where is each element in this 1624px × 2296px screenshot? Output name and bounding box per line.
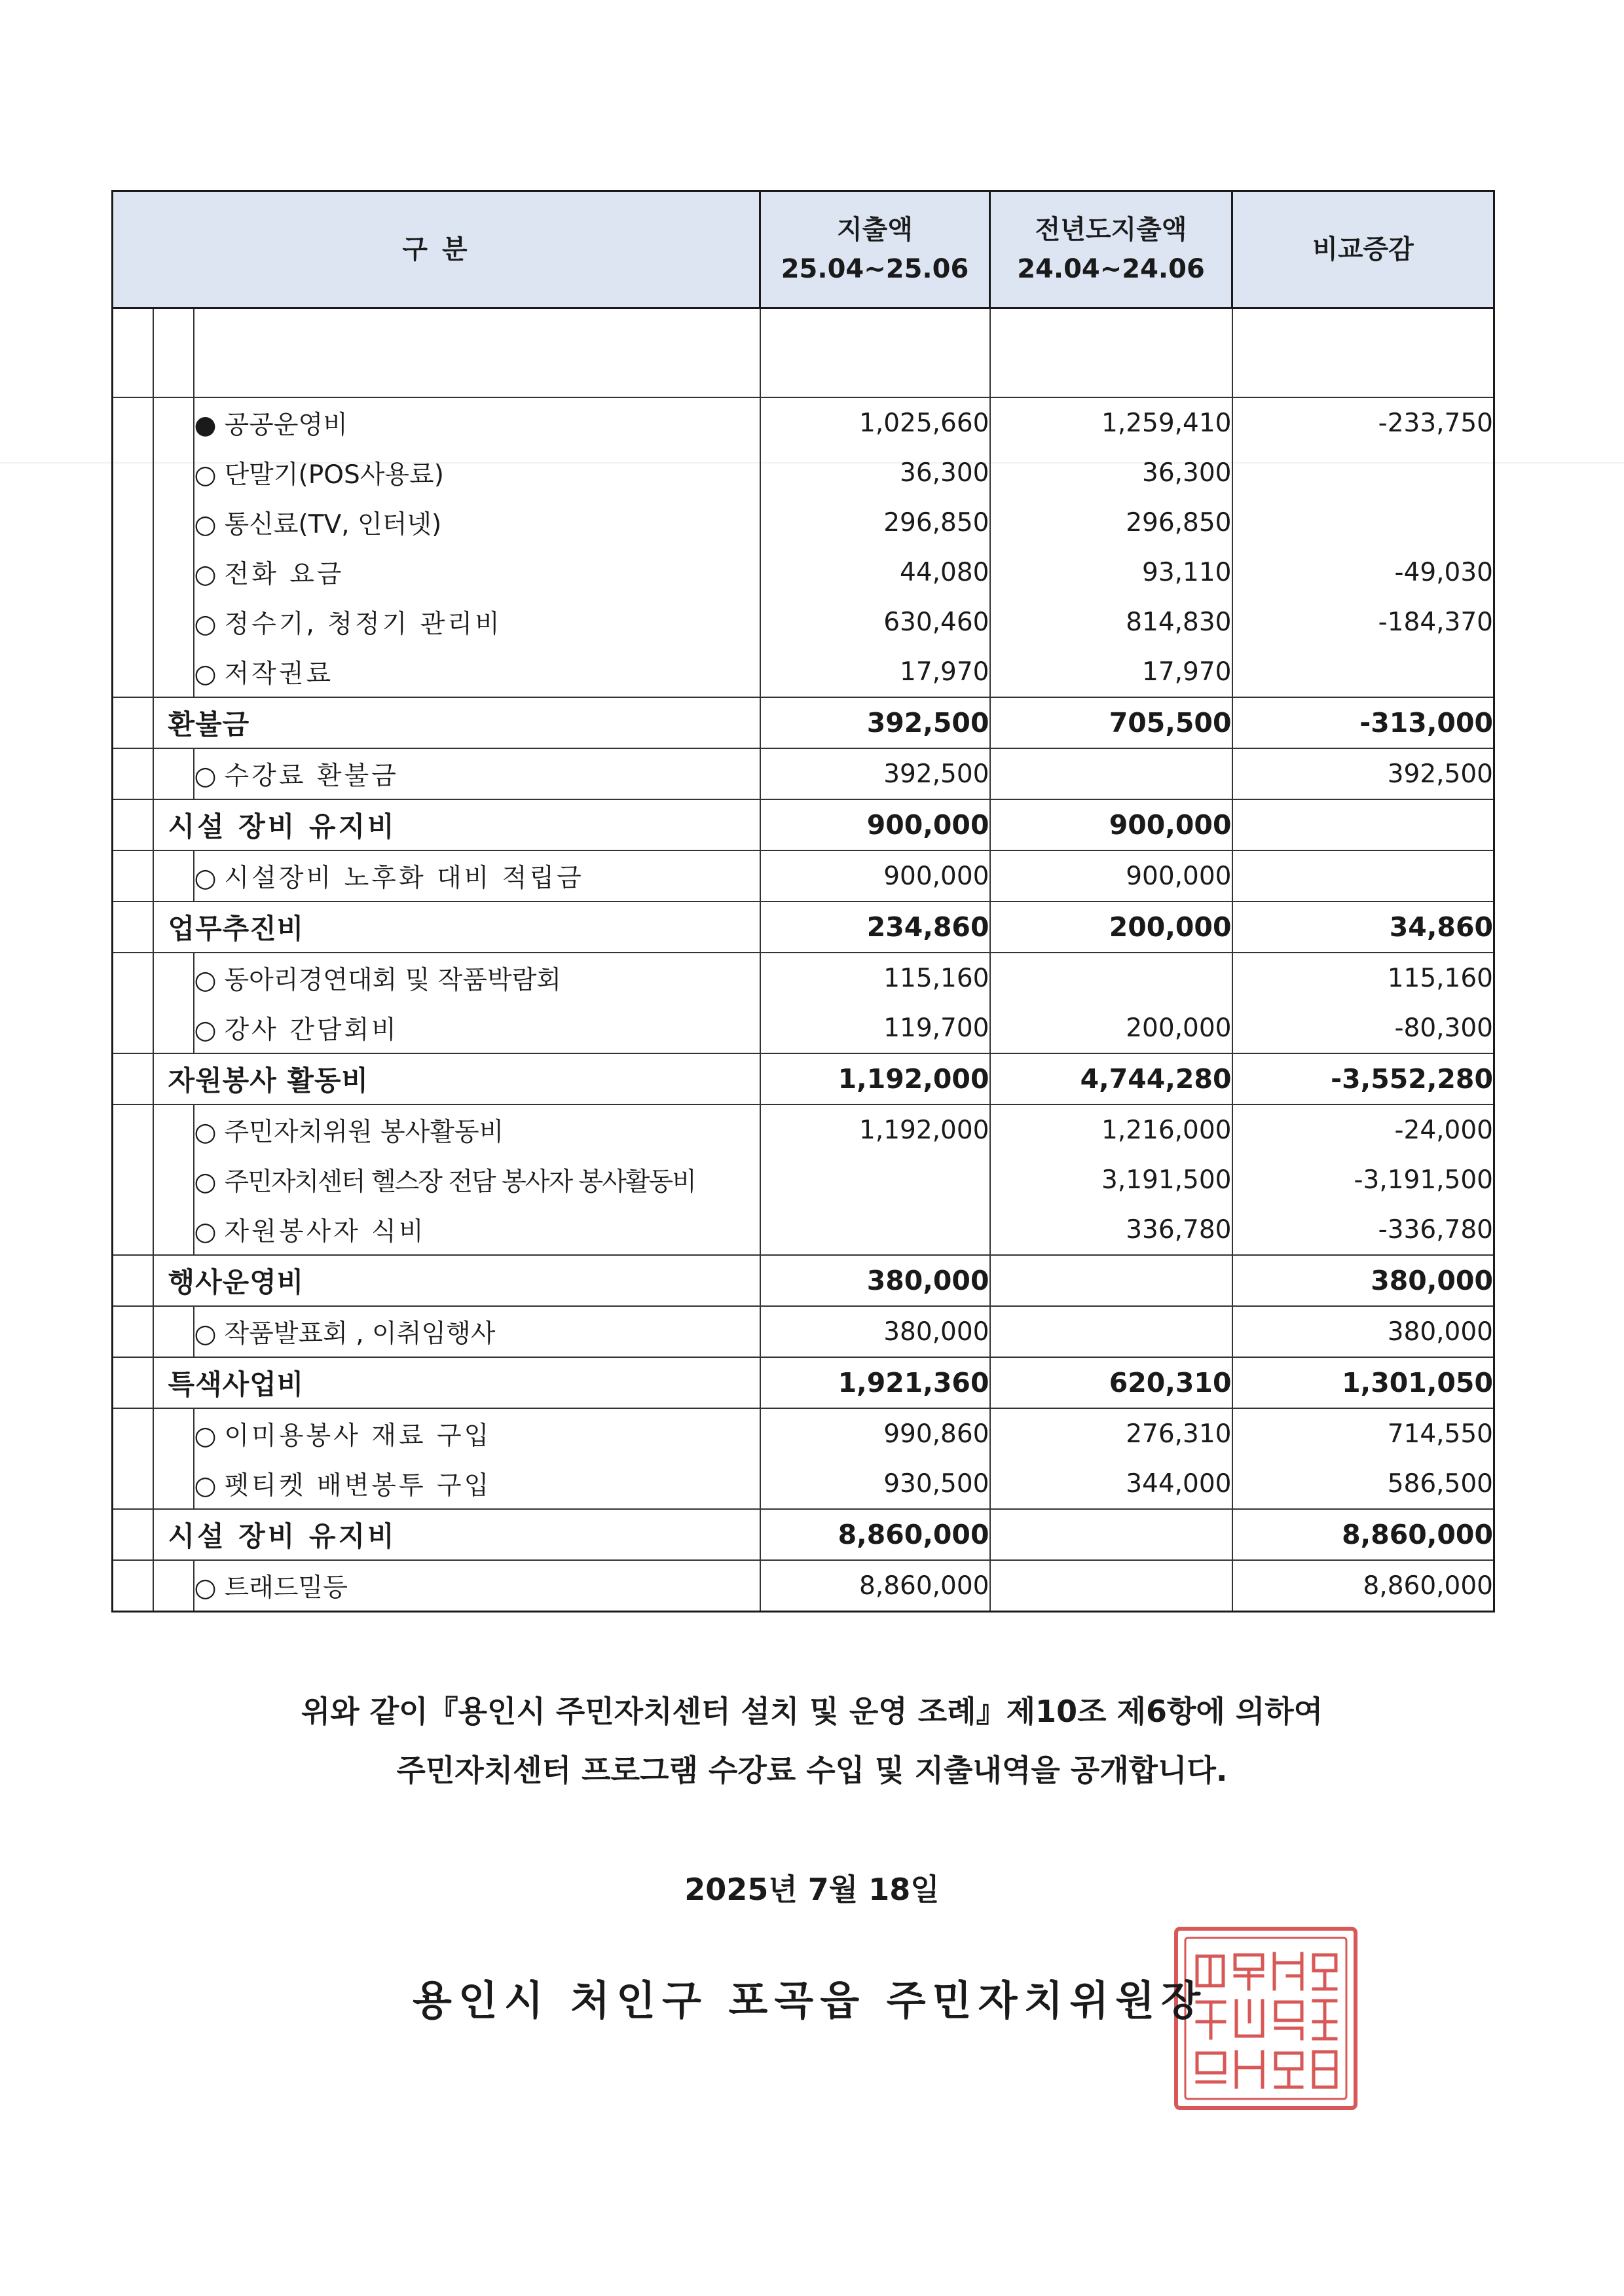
circle-bullet-icon: ○ <box>194 1015 217 1045</box>
diff-cell: -336,780 <box>1232 1205 1494 1255</box>
prev-amount-cell: 200,000 <box>990 1003 1232 1053</box>
diff-cell: -233,750 <box>1232 397 1494 448</box>
circle-bullet-icon: ○ <box>194 610 217 639</box>
item-label: 저작권료 <box>224 659 334 689</box>
amount-cell: 1,025,660 <box>760 397 990 448</box>
category-label: 행사운영비 <box>153 1255 760 1306</box>
table-row-category <box>113 697 1494 748</box>
amount-cell: 392,500 <box>760 697 990 748</box>
prev-amount-cell: 296,850 <box>990 498 1232 547</box>
circle-bullet-icon: ○ <box>194 1421 217 1451</box>
table-row-item <box>113 850 1494 902</box>
category-label: 환불금 <box>153 697 760 748</box>
circle-bullet-icon: ○ <box>194 1573 217 1603</box>
diff-cell: 1,301,050 <box>1232 1357 1494 1408</box>
item-label: 단말기(POS사용료) <box>224 460 444 490</box>
header-diff: 비교증감 <box>1232 191 1494 308</box>
amount-cell: 630,460 <box>760 597 990 647</box>
diff-cell: -24,000 <box>1232 1104 1494 1155</box>
diff-cell <box>1232 498 1494 547</box>
table-row-item <box>113 498 1494 547</box>
prev-amount-cell: 814,830 <box>990 597 1232 647</box>
prev-amount-cell: 93,110 <box>990 547 1232 597</box>
circle-bullet-icon: ○ <box>194 659 217 689</box>
amount-cell: 900,000 <box>760 799 990 850</box>
diff-cell: 8,860,000 <box>1232 1560 1494 1612</box>
prev-amount-cell: 36,300 <box>990 448 1232 498</box>
category-label: 자원봉사 활동비 <box>153 1053 760 1104</box>
circle-bullet-icon: ○ <box>194 1319 217 1349</box>
amount-cell: 1,921,360 <box>760 1357 990 1408</box>
amount-cell: 8,860,000 <box>760 1560 990 1612</box>
diff-cell <box>1232 799 1494 850</box>
table-row-item <box>113 397 1494 448</box>
item-label: 자원봉사자 식비 <box>224 1217 426 1247</box>
item-label: 정수기, 청정기 관리비 <box>224 610 502 639</box>
prev-amount-cell: 620,310 <box>990 1357 1232 1408</box>
item-label: 트래드밀등 <box>224 1573 348 1603</box>
amount-cell: 392,500 <box>760 748 990 799</box>
table-row-item <box>113 448 1494 498</box>
table-row-item <box>113 953 1494 1003</box>
category-label: 시설 장비 유지비 <box>153 1509 760 1560</box>
item-label: 공공운영비 <box>224 410 348 440</box>
header-amount: 지출액 25.04~25.06 <box>760 191 990 308</box>
amount-cell: 17,970 <box>760 647 990 697</box>
table-row-category <box>113 1255 1494 1306</box>
prev-amount-cell <box>990 1306 1232 1357</box>
item-label: 주민자치위원 봉사활동비 <box>224 1118 504 1147</box>
prev-amount-cell <box>990 1255 1232 1306</box>
prev-amount-cell: 1,259,410 <box>990 397 1232 448</box>
table-row-item <box>113 1408 1494 1459</box>
item-label: 펫티켓 배변봉투 구입 <box>224 1471 492 1501</box>
amount-cell: 900,000 <box>760 850 990 902</box>
prev-amount-cell <box>990 748 1232 799</box>
diff-cell: 8,860,000 <box>1232 1509 1494 1560</box>
item-label: 통신료(TV, 인터넷) <box>224 510 442 539</box>
circle-bullet-icon: ○ <box>194 560 217 589</box>
diff-cell: -184,370 <box>1232 597 1494 647</box>
amount-cell: 380,000 <box>760 1255 990 1306</box>
amount-cell: 44,080 <box>760 547 990 597</box>
prev-amount-cell: 276,310 <box>990 1408 1232 1459</box>
amount-cell: 1,192,000 <box>760 1104 990 1155</box>
table-row-category <box>113 1509 1494 1560</box>
diff-cell: 34,860 <box>1232 902 1494 953</box>
table-row-blank <box>113 308 1494 398</box>
amount-cell: 8,860,000 <box>760 1509 990 1560</box>
circle-bullet-icon: ○ <box>194 1167 215 1197</box>
prev-amount-cell: 1,216,000 <box>990 1104 1232 1155</box>
amount-cell: 990,860 <box>760 1408 990 1459</box>
amount-cell: 234,860 <box>760 902 990 953</box>
document-date: 2025년 7월 18일 <box>684 1872 940 1907</box>
table-row-item <box>113 647 1494 697</box>
category-label: 특색사업비 <box>153 1357 760 1408</box>
amount-cell: 119,700 <box>760 1003 990 1053</box>
diff-cell: -3,552,280 <box>1232 1053 1494 1104</box>
diff-cell <box>1232 448 1494 498</box>
diff-cell: -49,030 <box>1232 547 1494 597</box>
item-label: 이미용봉사 재료 구입 <box>224 1421 492 1451</box>
amount-cell: 115,160 <box>760 953 990 1003</box>
diff-cell: -3,191,500 <box>1232 1155 1494 1205</box>
header-category: 구 분 <box>113 191 760 308</box>
prev-amount-cell: 344,000 <box>990 1459 1232 1509</box>
item-label: 강사 간담회비 <box>224 1015 399 1045</box>
prev-amount-cell <box>990 953 1232 1003</box>
expenditure-table <box>111 190 1495 1613</box>
table-row-category <box>113 1357 1494 1408</box>
amount-cell <box>760 1205 990 1255</box>
table-row-item <box>113 748 1494 799</box>
amount-cell <box>760 1155 990 1205</box>
prev-amount-cell: 900,000 <box>990 850 1232 902</box>
circle-bullet-icon: ○ <box>194 1118 217 1147</box>
diff-cell: 586,500 <box>1232 1459 1494 1509</box>
diff-cell: 392,500 <box>1232 748 1494 799</box>
prev-amount-cell <box>990 1509 1232 1560</box>
amount-cell: 930,500 <box>760 1459 990 1509</box>
table-row-item <box>113 597 1494 647</box>
category-label: 시설 장비 유지비 <box>153 799 760 850</box>
item-label: 시설장비 노후화 대비 적립금 <box>224 864 584 893</box>
disclosure-statement-line2: 주민자치센터 프로그램 수강료 수입 및 지출내역을 공개합니다. <box>396 1753 1228 1788</box>
item-label: 동아리경연대회 및 작품박람회 <box>224 966 562 995</box>
circle-bullet-icon: ○ <box>194 761 217 791</box>
table-row-category <box>113 902 1494 953</box>
table-row-item <box>113 1155 1494 1205</box>
diff-cell: 115,160 <box>1232 953 1494 1003</box>
amount-cell: 36,300 <box>760 448 990 498</box>
prev-amount-cell: 200,000 <box>990 902 1232 953</box>
amount-cell: 296,850 <box>760 498 990 547</box>
circle-bullet-icon: ○ <box>194 864 217 893</box>
diff-cell: 380,000 <box>1232 1306 1494 1357</box>
amount-cell: 1,192,000 <box>760 1053 990 1104</box>
prev-amount-cell: 336,780 <box>990 1205 1232 1255</box>
prev-amount-cell: 3,191,500 <box>990 1155 1232 1205</box>
diff-cell: 380,000 <box>1232 1255 1494 1306</box>
category-label: 업무추진비 <box>153 902 760 953</box>
amount-cell: 380,000 <box>760 1306 990 1357</box>
circle-bullet-icon: ○ <box>194 1471 217 1501</box>
table-row-item <box>113 547 1494 597</box>
prev-amount-cell: 17,970 <box>990 647 1232 697</box>
item-label: 전화 요금 <box>224 560 344 589</box>
item-label: 작품발표회 , 이취임행사 <box>224 1319 496 1349</box>
table-row-category <box>113 1053 1494 1104</box>
circle-bullet-icon: ○ <box>194 460 217 490</box>
table-row-item <box>113 1560 1494 1612</box>
circle-bullet-icon: ○ <box>194 966 217 995</box>
diff-cell: -80,300 <box>1232 1003 1494 1053</box>
table-row-item <box>113 1003 1494 1053</box>
table-row-item <box>113 1205 1494 1255</box>
table-row-item <box>113 1459 1494 1509</box>
prev-amount-cell: 705,500 <box>990 697 1232 748</box>
table-row-item <box>113 1104 1494 1155</box>
table-header-row <box>113 191 1494 308</box>
disclosure-statement-line1: 위와 같이『용인시 주민자치센터 설치 및 운영 조례』제10조 제6항에 의하여 <box>301 1694 1323 1729</box>
signatory: 용인시 처인구 포곡읍 주민자치위원장 <box>413 1977 1208 2024</box>
diff-cell <box>1232 850 1494 902</box>
item-label: 주민자치센터 헬스장 전담 봉사자 봉사활동비 <box>224 1167 695 1197</box>
table-row-item <box>113 1306 1494 1357</box>
diff-cell: 714,550 <box>1232 1408 1494 1459</box>
diff-cell <box>1232 647 1494 697</box>
filled-bullet-icon: ● <box>194 410 217 440</box>
prev-amount-cell <box>990 1560 1232 1612</box>
header-prev-amount: 전년도지출액 24.04~24.06 <box>990 191 1232 308</box>
circle-bullet-icon: ○ <box>194 1217 217 1247</box>
circle-bullet-icon: ○ <box>194 510 217 539</box>
diff-cell: -313,000 <box>1232 697 1494 748</box>
item-label: 수강료 환불금 <box>224 761 399 791</box>
table-row-category <box>113 799 1494 850</box>
prev-amount-cell: 4,744,280 <box>990 1053 1232 1104</box>
prev-amount-cell: 900,000 <box>990 799 1232 850</box>
